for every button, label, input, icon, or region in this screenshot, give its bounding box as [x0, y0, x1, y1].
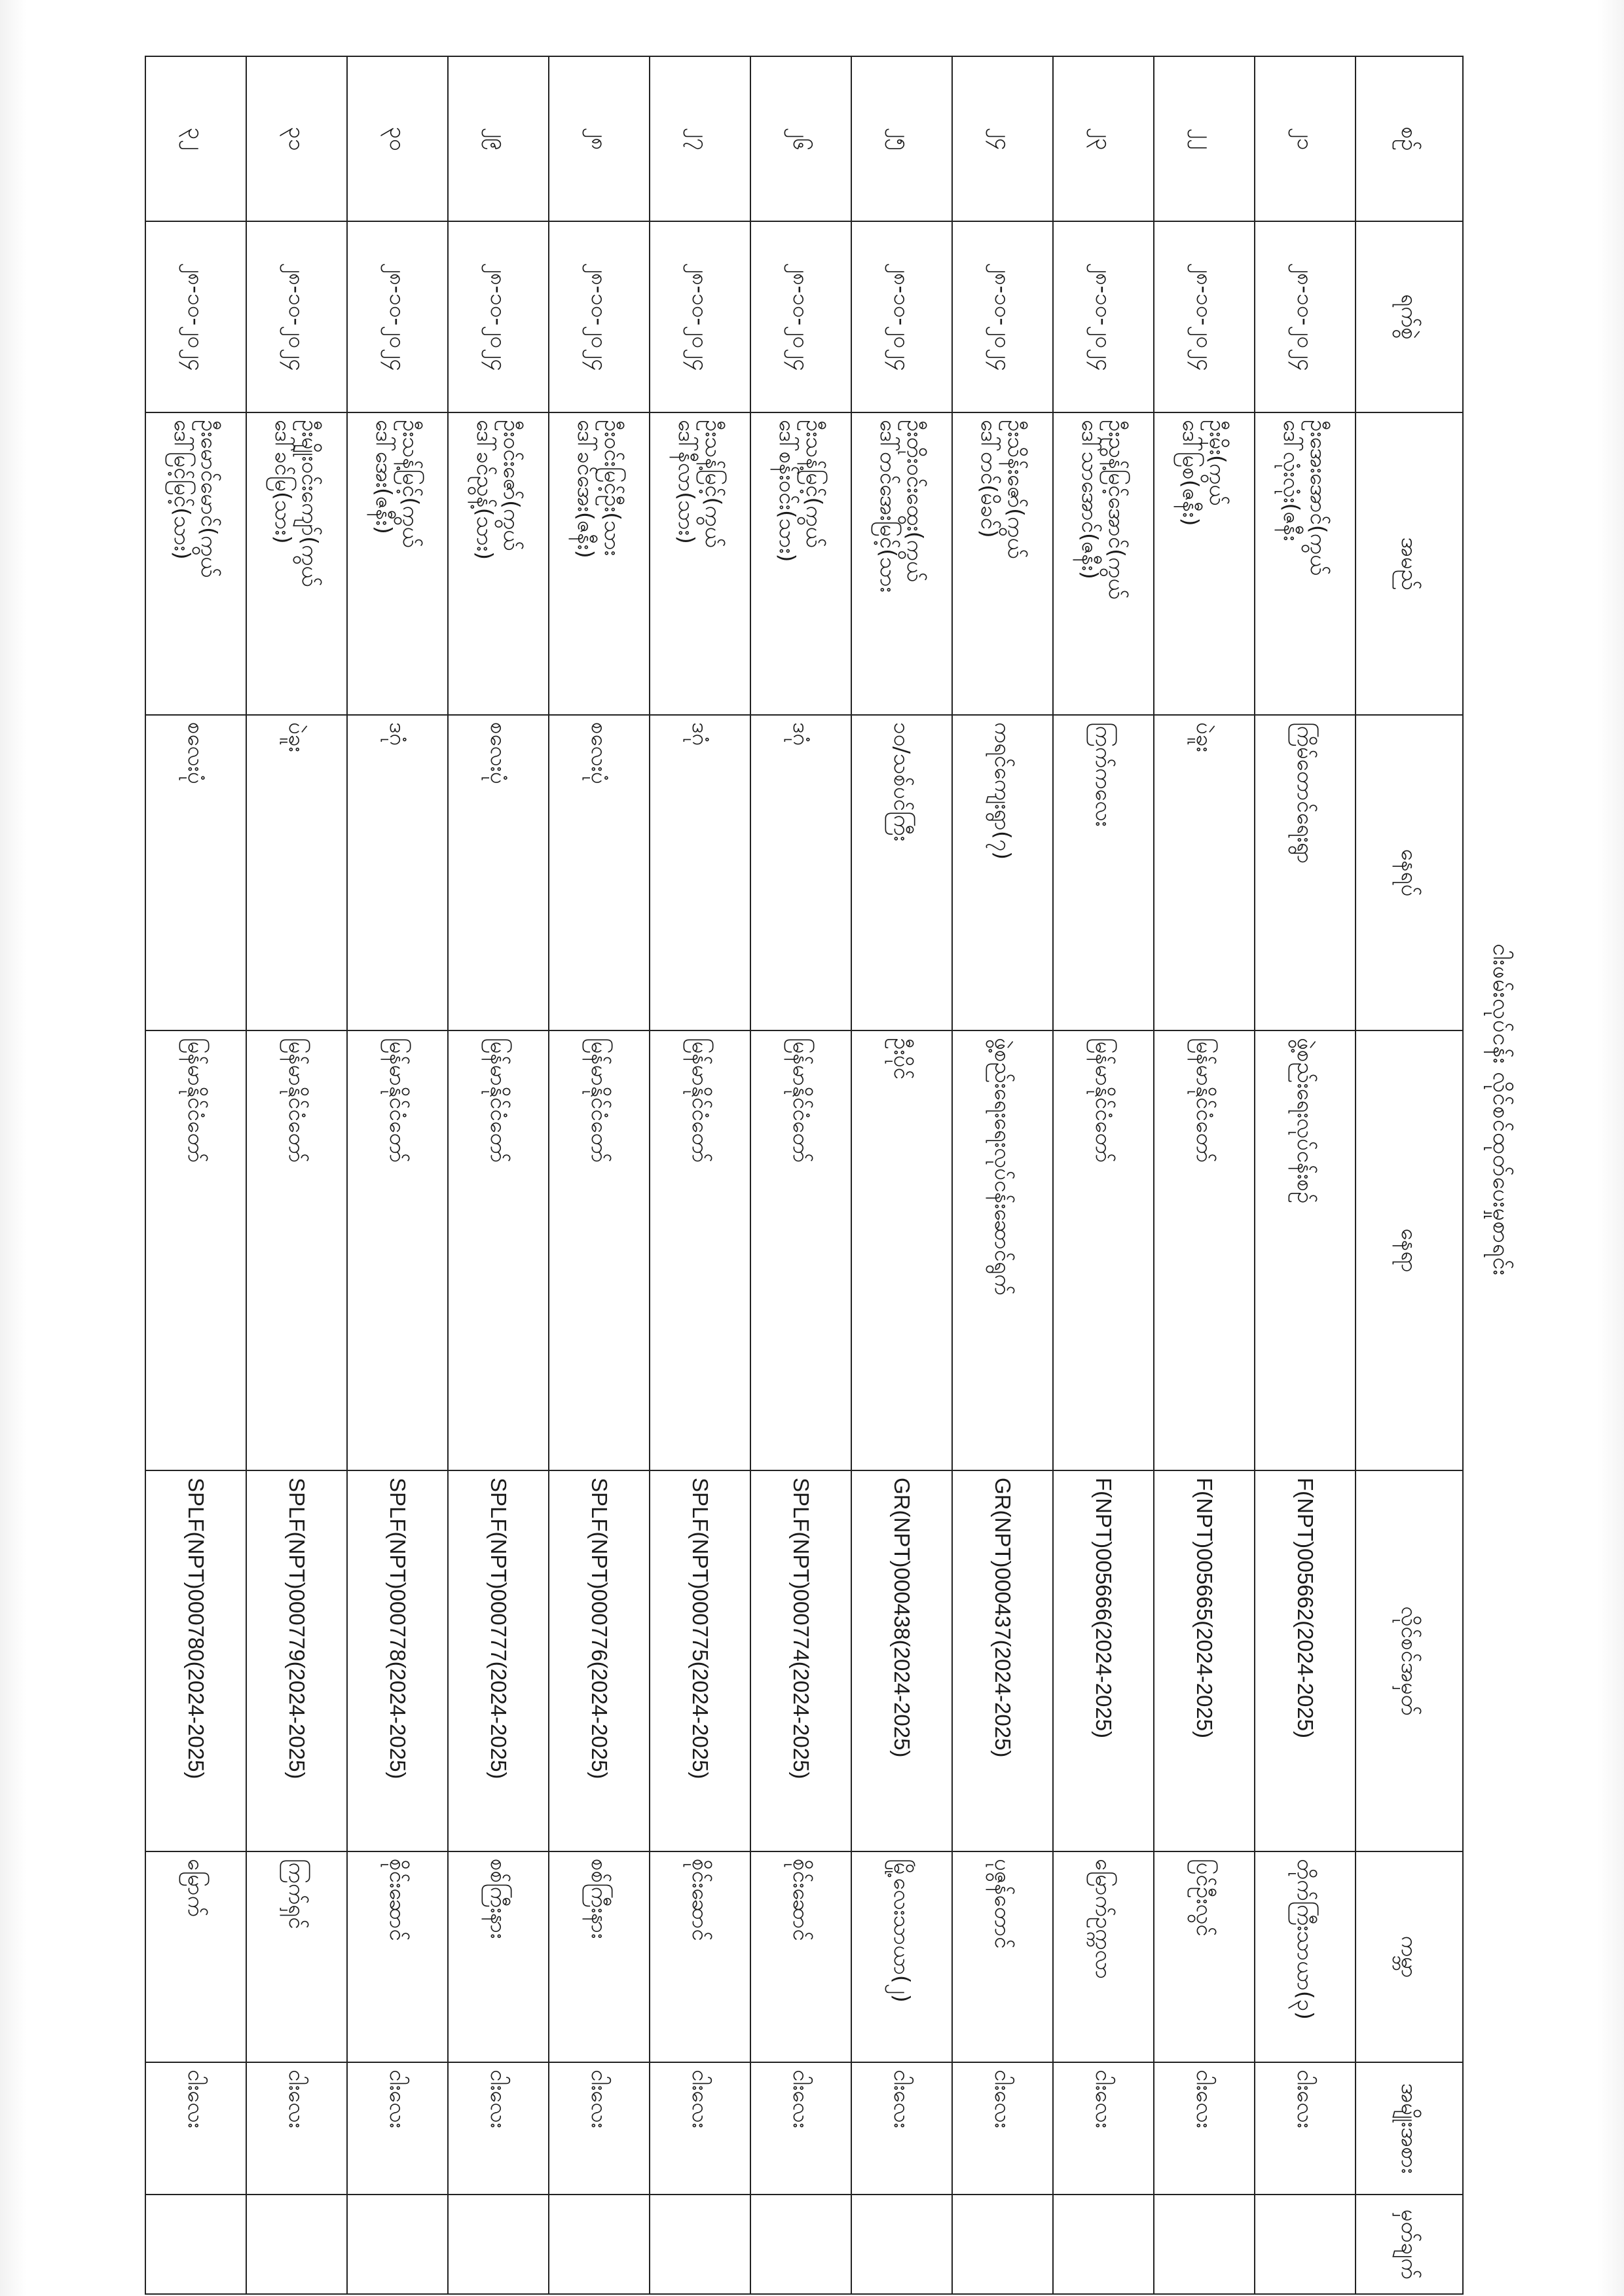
cell-place: မြန်မာနိုင်ငံတော်: [145, 1030, 246, 1470]
cell-remark: [145, 2195, 246, 2294]
cell-type: ငါးလေး: [145, 2062, 246, 2195]
cell-date: ၂၈-၁၀-၂၀၂၄: [246, 221, 347, 412]
cell-address: ကရင်ကျေးရွာ(၇): [952, 715, 1053, 1030]
cell-no: ၂၇: [650, 56, 750, 221]
cell-place: ဦးပိုင်: [851, 1030, 952, 1470]
header-license-no: လိုင်စင်အမှတ်: [1356, 1470, 1463, 1851]
cell-license-no: SPLF(NPT)000774(2024-2025): [750, 1470, 851, 1851]
cell-township: ပုဇွန်တောင်: [952, 1851, 1053, 2062]
cell-name: [1053, 412, 1154, 715]
relative-name: ဒေါ်မြင့်မြင့်(သား): [170, 420, 195, 560]
cell-license-no: SPLF(NPT)000779(2024-2025): [246, 1470, 347, 1851]
cell-license-no: SPLF(NPT)000780(2024-2025): [145, 1470, 246, 1851]
relative-name: ဒေါ်စန်းဝင်း(သား): [775, 420, 800, 562]
cell-no: ၂၉: [448, 56, 549, 221]
cell-license-no: GR(NPT)000437(2024-2025): [952, 1470, 1053, 1851]
table-row: [246, 56, 347, 2294]
cell-no: ၃၀: [347, 56, 448, 221]
cell-place: မြန်မာနိုင်ငံတော်: [347, 1030, 448, 1470]
table-row: [851, 56, 952, 2294]
cell-no: ၂၁: [1255, 56, 1356, 221]
cell-no: ၂၅: [851, 56, 952, 221]
cell-type: ငါးလေး: [650, 2062, 750, 2195]
cell-address: ပဲခူး: [246, 715, 347, 1030]
header-name: အမည်: [1356, 412, 1463, 715]
cell-remark: [851, 2195, 952, 2294]
header-date: ရက်စွဲ: [1356, 221, 1463, 412]
cell-address: ဒဂုံ: [347, 715, 448, 1030]
cell-license-no: F(NPT)005666(2024-2025): [1053, 1470, 1154, 1851]
cell-type: ငါးလေး: [952, 2062, 1053, 2195]
relative-name: ဒေါ်သာအောင်(ဇနီး): [1077, 420, 1103, 579]
cell-date: ၂၈-၁၀-၂၀၂၄: [1255, 221, 1356, 412]
cell-name: [246, 412, 347, 715]
cell-place: မြန်မာနိုင်ငံတော်: [246, 1030, 347, 1470]
cell-no: ၃၂: [145, 56, 246, 221]
cell-no: ၂၈: [549, 56, 650, 221]
cell-place: ဖွဲ့စည်းရေးလုပ်ငန်းစဉ်: [1255, 1030, 1356, 1470]
cell-place: မြန်မာနိုင်ငံတော်: [1053, 1030, 1154, 1470]
cell-name: [448, 412, 549, 715]
cell-type: ငါးလေး: [347, 2062, 448, 2195]
cell-date: ၂၈-၁၀-၂၀၂၄: [145, 221, 246, 412]
cell-remark: [246, 2195, 347, 2294]
cell-type: ငါးလေး: [448, 2062, 549, 2195]
cell-place: မြန်မာနိုင်ငံတော်: [750, 1030, 851, 1470]
table-row: [1053, 56, 1154, 2294]
cell-date: ၂၈-၁၀-၂၀၂၄: [851, 221, 952, 412]
cell-license-no: SPLF(NPT)000777(2024-2025): [448, 1470, 549, 1851]
person-name: ဦးသိန်းဇော်(ကွယ်: [1003, 420, 1029, 559]
table-row: [650, 56, 750, 2294]
header-place: နေရာ: [1356, 1030, 1463, 1470]
cell-license-no: F(NPT)005665(2024-2025): [1154, 1470, 1255, 1851]
cell-remark: [952, 2195, 1053, 2294]
cell-license-no: SPLF(NPT)000776(2024-2025): [549, 1470, 650, 1851]
table-row: [1154, 56, 1255, 2294]
header-type: အမျိုးအစား: [1356, 2062, 1463, 2195]
cell-license-no: SPLF(NPT)000778(2024-2025): [347, 1470, 448, 1851]
cell-address: စလေးပုံ: [145, 715, 246, 1030]
cell-name: [1154, 412, 1255, 715]
cell-place: ဖွဲ့စည်းရေးရေးလုပ်ငန်းဆောင်ရွက်: [952, 1030, 1053, 1470]
cell-remark: [1255, 2195, 1356, 2294]
cell-type: ငါးလေး: [1255, 2062, 1356, 2195]
header-no: စဉ်: [1356, 56, 1463, 221]
cell-date: ၂၈-၁၀-၂၀၂၄: [650, 221, 750, 412]
cell-address: ကြိမ်တောင်ရေးရွာ: [1255, 715, 1356, 1030]
relative-name: ဒေါ်မြစ(ဇနီး): [1178, 420, 1204, 526]
table-row: [952, 56, 1053, 2294]
cell-address: ဒဂုံ: [650, 715, 750, 1030]
cell-township: မြောက်ဥက္ကလာ: [1053, 1851, 1154, 2062]
cell-address: ကြက်ကလေး: [1053, 715, 1154, 1030]
cell-date: ၂၈-၁၀-၂၀၂၄: [1154, 221, 1255, 412]
cell-type: ငါးလေး: [246, 2062, 347, 2195]
cell-no: ၂၃: [1053, 56, 1154, 221]
cell-address: စလေးပုံ: [549, 715, 650, 1030]
cell-place: မြန်မာနိုင်ငံတော်: [448, 1030, 549, 1470]
header-township: ကမ္ဘာ: [1356, 1851, 1463, 2062]
header-address: နေရပ်: [1356, 715, 1463, 1030]
person-name: ဦးတိုးဝင်းထွေး(ကွယ်: [902, 420, 929, 582]
person-name: ဦးသန့်မြင့်(ကွယ်: [701, 420, 727, 548]
cell-remark: [1053, 2195, 1154, 2294]
cell-type: ငါးလေး: [851, 2062, 952, 2195]
cell-township: ကြက်ရှင်: [246, 1851, 347, 2062]
cell-township: စစ်ကြီးနား: [549, 1851, 650, 2062]
cell-no: ၂၄: [952, 56, 1053, 221]
cell-license-no: SPLF(NPT)000775(2024-2025): [650, 1470, 750, 1851]
table-row: [549, 56, 650, 2294]
cell-type: ငါးလေး: [1053, 2062, 1154, 2195]
cell-license-no: F(NPT)005662(2024-2025): [1255, 1470, 1356, 1851]
cell-address: စလေးပုံ: [448, 715, 549, 1030]
cell-address: ပဲခူး: [1154, 715, 1255, 1030]
person-name: ဦးညွန့်မြင့်အောင်(ကွယ်: [1104, 420, 1130, 600]
cell-name: [145, 412, 246, 715]
cell-township: ပြင်ဦးလွင်: [1154, 1851, 1255, 2062]
cell-no: ၃၁: [246, 56, 347, 221]
relative-name: ဒေါ်တင်(မိခင်): [976, 420, 1002, 538]
relative-name: ဒေါ်ခင်အေး(ဇနီး): [573, 420, 599, 558]
cell-township: စိုင်းဆောင်: [347, 1851, 448, 2062]
cell-remark: [750, 2195, 851, 2294]
cell-township: မြို့လေးသာယာ(၂): [851, 1851, 952, 2062]
cell-remark: [347, 2195, 448, 2294]
table-row: [145, 56, 246, 2294]
person-name: ဦးမျိုးဝင်းကျော်(ကွယ်: [297, 420, 323, 587]
cell-name: [851, 412, 952, 715]
relative-name: ဒေါ်လုံးလုံး(ဇနီး: [1279, 420, 1304, 541]
cell-remark: [448, 2195, 549, 2294]
cell-address: ၁၀/သစ်ပင်ကြီး: [851, 715, 952, 1030]
header-remark: မှတ်ချက်: [1356, 2195, 1463, 2294]
table-row: [448, 56, 549, 2294]
cell-name: [650, 412, 750, 715]
cell-township: မြောက်: [145, 1851, 246, 2062]
cell-date: ၂၈-၁၀-၂၀၂၄: [1053, 221, 1154, 412]
cell-no: ၂၂: [1154, 56, 1255, 221]
cell-name: [750, 412, 851, 715]
relative-name: ဒေါ်နီလာ(သား): [674, 420, 699, 544]
cell-place: မြန်မာနိုင်ငံတော်: [549, 1030, 650, 1470]
cell-address: ဒဂုံ: [750, 715, 851, 1030]
cell-date: ၂၈-၁၀-၂၀၂၄: [750, 221, 851, 412]
person-name: ဦးသန့်မြင့်(ကွယ်: [398, 420, 424, 548]
cell-date: ၂၈-၁၀-၂၀၂၄: [347, 221, 448, 412]
table-row: [750, 56, 851, 2294]
person-name: ဦးဝင်းဇော်(ကွယ်: [499, 420, 525, 551]
license-table: [145, 56, 1464, 2295]
person-name: ဦးမိုး(ကွယ်: [1205, 420, 1231, 506]
cell-date: ၂၈-၁၀-၂၀၂၄: [448, 221, 549, 412]
cell-remark: [650, 2195, 750, 2294]
relative-name: ဒေါ်အေး(ဇနီး): [371, 420, 397, 534]
document-title: ငါးဖမ်းလုပ်ငန်း လိုင်စင်ထုတ်ပေးမှုစာရင်း: [1488, 943, 1515, 1276]
relative-name: ဒေါ်ခင်ညွန့်(သား): [472, 420, 498, 560]
cell-township: စိုင်းဆောင်: [650, 1851, 750, 2062]
table-row: [347, 56, 448, 2294]
cell-no: ၂၆: [750, 56, 851, 221]
cell-date: ၂၈-၁၀-၂၀၂၄: [952, 221, 1053, 412]
cell-date: ၂၈-၁၀-၂၀၂၄: [549, 221, 650, 412]
person-name: ဦးအေးအောင်(ကွယ်: [1306, 420, 1332, 575]
person-name: ဦးသန့်မြင့်(ကွယ်: [802, 420, 828, 548]
cell-license-no: GR(NPT)000438(2024-2025): [851, 1470, 952, 1851]
cell-township: စစ်ကြီးနား: [448, 1851, 549, 2062]
relative-name: ဒေါ်ခင်မြ(သား): [270, 420, 296, 544]
cell-remark: [1154, 2195, 1255, 2294]
person-name: ဦးမောင်မောင်(ကွယ်: [196, 420, 223, 578]
table-row: [1255, 56, 1356, 2294]
cell-name: [549, 412, 650, 715]
cell-name: [952, 412, 1053, 715]
rotated-document: [151, 56, 1526, 2280]
cell-type: ငါးလေး: [750, 2062, 851, 2195]
cell-township: စိုင်းဆောင်: [750, 1851, 851, 2062]
relative-name: ဒေါ်တင်အေးမြင့်(သား: [876, 420, 901, 592]
cell-remark: [549, 2195, 650, 2294]
cell-type: ငါးလေး: [549, 2062, 650, 2195]
cell-name: [1255, 412, 1356, 715]
cell-name: [347, 412, 448, 715]
person-name: ဦးဝင်းမြင့်ဦး(သား: [600, 420, 626, 556]
cell-township: တိုက်ကြီးသာယာ(၃): [1255, 1851, 1356, 2062]
cell-place: မြန်မာနိုင်ငံတော်: [1154, 1030, 1255, 1470]
table-header-row: [1356, 56, 1463, 2294]
cell-place: မြန်မာနိုင်ငံတော်: [650, 1030, 750, 1470]
cell-type: ငါးလေး: [1154, 2062, 1255, 2195]
